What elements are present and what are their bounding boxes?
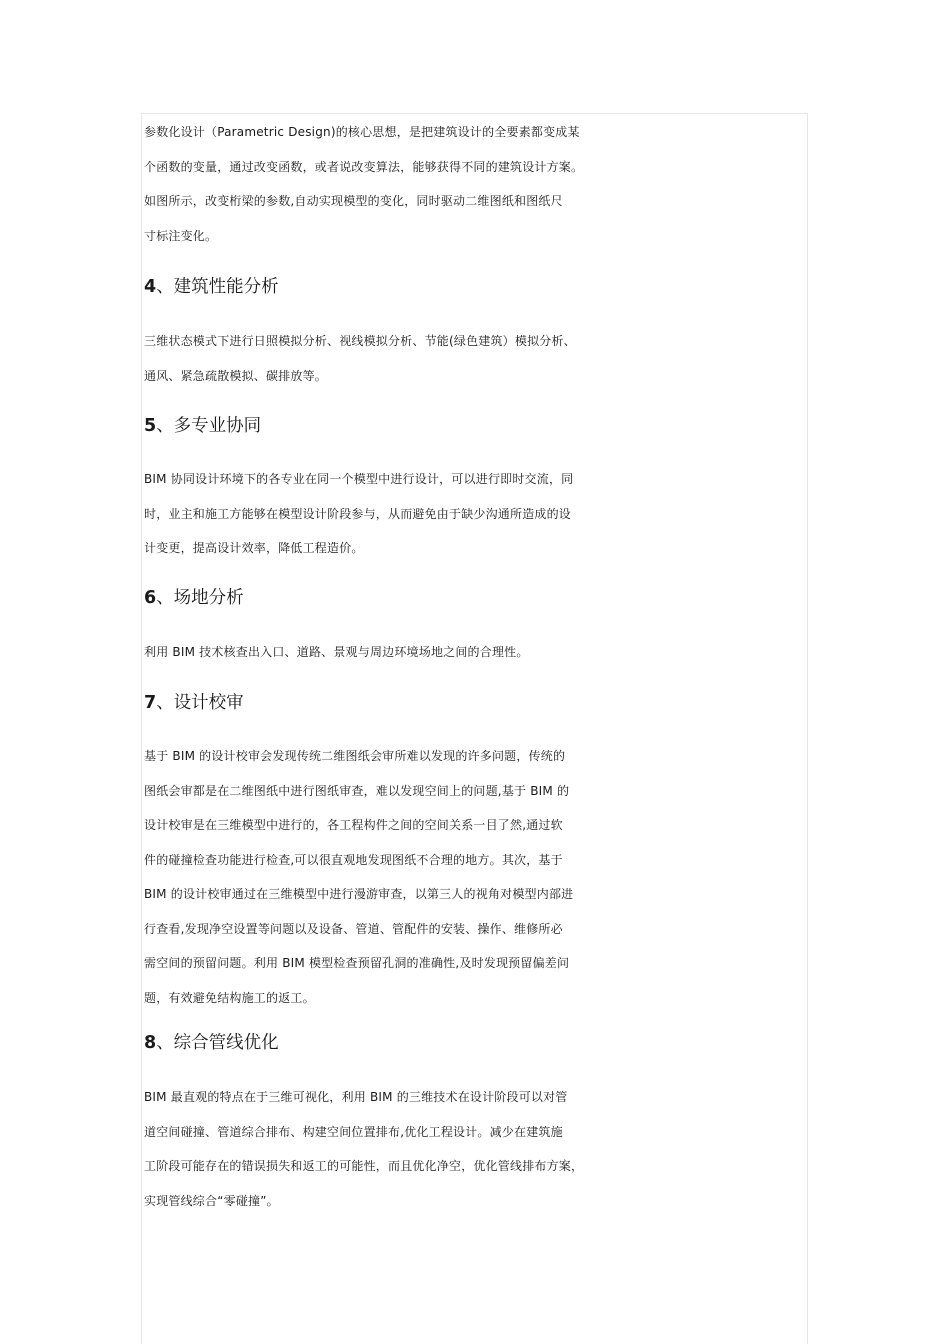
paragraph-line: 设计校审是在三维模型中进行的，各工程构件之间的空间关系一目了然,通过软 bbox=[144, 818, 563, 832]
paragraph-line: 通风、紧急疏散模拟、碳排放等。 bbox=[144, 368, 328, 383]
paragraph-line: 如图所示，改变桁梁的参数,自动实现模型的变化，同时驱动二维图纸和图纸尺 bbox=[144, 194, 563, 208]
section-5-paragraph bbox=[144, 462, 810, 566]
paragraph-line: 参数化设计（Parametric Design)的核心思想，是把建筑设计的全要素都变成某 bbox=[144, 125, 580, 139]
section-title: 、设计校审 bbox=[156, 693, 244, 713]
paragraph-line: 题，有效避免结构施工的返工。 bbox=[144, 990, 315, 1005]
paragraph-line: 寸标注变化。 bbox=[144, 228, 218, 243]
paragraph-line: 计变更，提高设计效率，降低工程造价。 bbox=[144, 541, 364, 555]
paragraph-line: 图纸会审都是在二维图纸中进行图纸审查，难以发现空间上的问题,基于 BIM 的 bbox=[144, 783, 570, 798]
section-heading-7 bbox=[144, 686, 244, 721]
section-title: 、综合管线优化 bbox=[156, 1033, 279, 1053]
section-heading-5 bbox=[144, 409, 261, 444]
paragraph-line: 行查看,发现净空设置等问题以及设备、管道、管配件的安装、操作、维修所必 bbox=[144, 921, 563, 936]
section-number: 6 bbox=[144, 588, 157, 608]
section-title: 、建筑性能分析 bbox=[156, 277, 279, 297]
paragraph-line: 件的碰撞检查功能进行检查,可以很直观地发现图纸不合理的地方。其次，基于 bbox=[144, 852, 563, 867]
paragraph-line: 工阶段可能存在的错误损失和返工的可能性，而且优化净空，优化管线排布方案， bbox=[144, 1159, 584, 1173]
paragraph-line: 个函数的变量，通过改变函数，或者说改变算法，能够获得不同的建筑设计方案。 bbox=[144, 159, 584, 174]
paragraph-line: 基于 BIM 的设计校审会发现传统二维图纸会审所难以发现的许多问题，传统的 bbox=[144, 749, 566, 763]
paragraph-line: 三维状态模式下进行日照模拟分析、视线模拟分析、节能(绿色建筑）模拟分析、 bbox=[144, 334, 576, 348]
section-7-paragraph bbox=[144, 739, 810, 1015]
paragraph-line: 需空间的预留问题。利用 BIM 模型检查预留孔洞的准确性,及时发现预留偏差问 bbox=[144, 956, 570, 970]
paragraph-line: 道空间碰撞、管道综合排布、构建空间位置排布,优化工程设计。减少在建筑施 bbox=[144, 1124, 563, 1139]
section-heading-6 bbox=[144, 581, 244, 616]
section-heading-4 bbox=[144, 270, 279, 305]
section-number: 5 bbox=[144, 416, 157, 436]
section-number: 4 bbox=[144, 277, 157, 297]
section-number: 7 bbox=[144, 693, 157, 713]
paragraph-line: 时，业主和施工方能够在模型设计阶段参与，从而避免由于缺少沟通所造成的设 bbox=[144, 506, 572, 521]
paragraph-line: BIM 的设计校审通过在三维模型中进行漫游审查，以第三人的视角对模型内部进 bbox=[144, 887, 574, 901]
section-number: 8 bbox=[144, 1033, 157, 1053]
intro-paragraph bbox=[144, 115, 810, 253]
section-title: 、多专业协同 bbox=[156, 416, 262, 436]
section-title: 、场地分析 bbox=[156, 588, 244, 608]
paragraph-line: 实现管线综合“零碰撞”。 bbox=[144, 1193, 279, 1208]
section-heading-8 bbox=[144, 1026, 279, 1061]
section-8-paragraph bbox=[144, 1080, 810, 1218]
paragraph-line: 利用 BIM 技术核查出入口、道路、景观与周边环境场地之间的合理性。 bbox=[144, 645, 529, 659]
section-6-paragraph bbox=[144, 635, 810, 670]
paragraph-line: BIM 最直观的特点在于三维可视化，利用 BIM 的三维技术在设计阶段可以对管 bbox=[144, 1090, 568, 1104]
paragraph-line: BIM 协同设计环境下的各专业在同一个模型中进行设计，可以进行即时交流，同 bbox=[144, 472, 574, 486]
section-4-paragraph bbox=[144, 324, 810, 393]
